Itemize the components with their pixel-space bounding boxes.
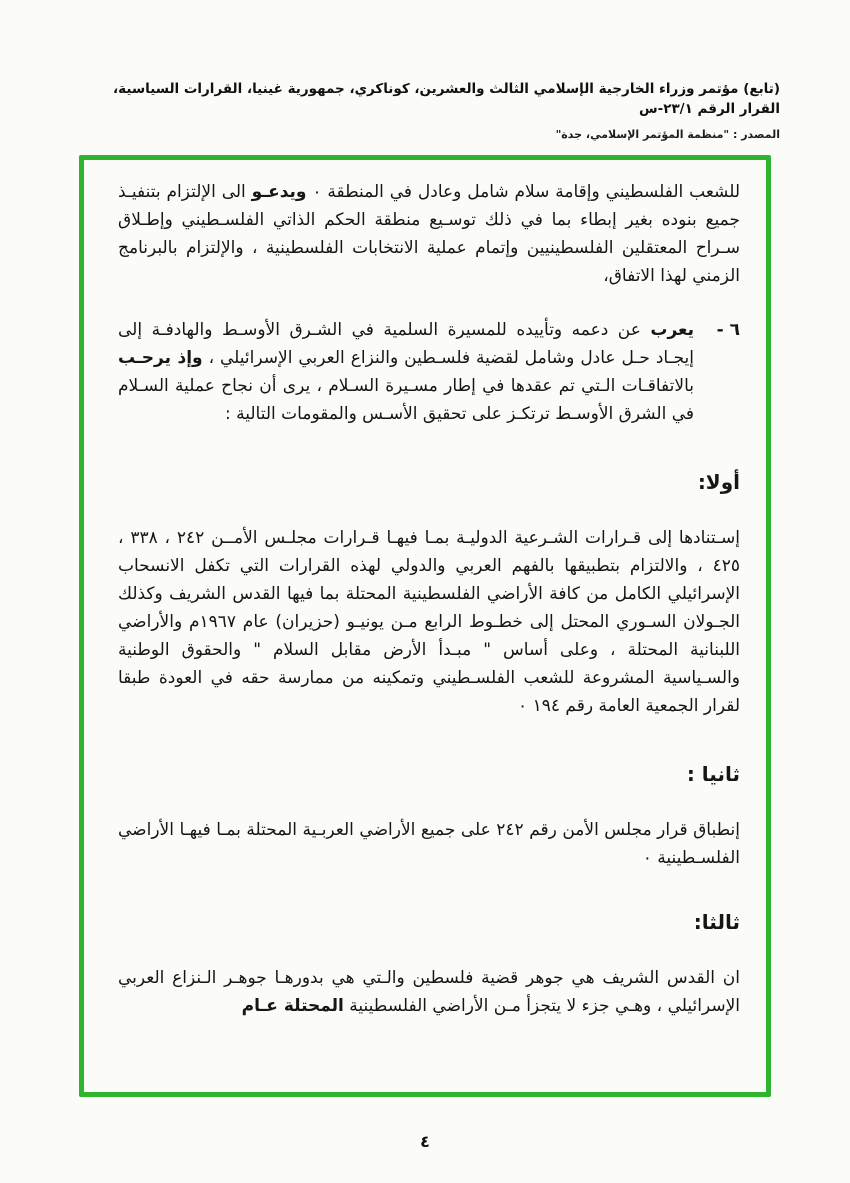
paragraph-second: إنطباق قرار مجلس الأمن رقم ٢٤٢ على جميع الأراضي العربـية المحتلة بمـا فيهـا الأراضي الفلسـطينية ٠ (118, 820, 740, 868)
intro-text-c: الى الإلتزام بتنفيـذ جميع بنوده بغير إبطاء بما في ذلك توسـيع منطقة الحكم الذاتي الفلسـطيني وإطـلاق سـراح المعتقلين الفلسطينيين وإتمام عملية الانتخابات الفلسطينية ، والإلتزام بالبرنامج الزمني لهذا الاتفاق، (118, 182, 740, 286)
item-6-bold-c: وإذ يرحـب (118, 348, 203, 368)
header-source-line: المصدر : "منظمة المؤتمر الإسلامي، جدة" (555, 128, 780, 142)
item-6-text-b: عن دعمه وتأييده للمسيرة السلمية في الشـرق الأوسـط والهادفـة إلى إيجـاد حـل عادل وشامل لقضية فلسـطين والنزاع العربي الإسرائيلي ، (118, 320, 694, 368)
heading-third: ثالثا: (693, 910, 740, 934)
paragraph-third-bold: المحتلة عـام (241, 996, 344, 1016)
intro-bold-word: ويدعـو (251, 182, 307, 202)
content-border-box (79, 155, 771, 1097)
paragraph-intro (118, 178, 740, 290)
paragraph-first: إسـتنادها إلى قـرارات الشـرعية الدوليـة بمـا فيهـا قـرارات مجلـس الأمــن ٢٤٢ ، ٣٣٨ ، ٤٢٥ ، والالتزام بتطبيقها بالفهم العربي والدولي لهذه القرارات التي تكفل الانسحاب الإسرائيلي الكامل من كافة الأراضي الفلسطينية المحتلة بما فيها القدس الشريف وكذلك الجـولان السـوري المحتل إلى خطـوط الرابع مـن يونيـو (حزيران) عام ١٩٦٧م والأراضي اللبنانية المحتلة ، وعلى أساس " مبـدأ الأرض مقابل السلام " والحقوق الوطنية والسـياسية المشروعة للشعب الفلسـطيني وتمكينه من ممارسة حقه في العودة طبقا لقرار الجمعية العامة رقم ١٩٤ ٠ (118, 528, 740, 716)
heading-first: أولا: (697, 470, 740, 494)
paragraph-third-text: ان القدس الشريف هي جوهر قضية فلسطين والـتي هي بدورهـا جوهـر الـنزاع العربي الإسرائيلي ، وهـي جزء لا يتجزأ مـن الأراضي الفلسطينية (118, 968, 740, 1016)
intro-text-a: للشعب الفلسطيني وإقامة سلام شامل وعادل في المنطقة ٠ (306, 182, 740, 202)
document-footer (0, 1132, 850, 1151)
header-title-line: (تابع) مؤتمر وزراء الخارجية الإسلامي الثالث والعشرين، كوناكري، جمهورية غينيا، القرارات السياسية، القرار الرقم ٢٣/١-س (113, 81, 780, 117)
item-6-marker: ٦ - (716, 320, 740, 340)
document-body (84, 160, 766, 1020)
page-number: ٤ (420, 1132, 430, 1151)
document-header (70, 80, 780, 141)
item-6-text-d: بالاتفاقـات الـتي تم عقدها في إطار مسـيرة السـلام ، يرى أن نجاح عملية السـلام في الشرق الأوسـط ترتكـز على تحقيق الأسـس والمقومات التالية : (118, 376, 694, 424)
paragraph-third (118, 964, 740, 1020)
item-6-text (118, 316, 694, 428)
heading-second: ثانيا : (686, 762, 740, 786)
list-item-6 (118, 316, 740, 428)
item-6-bold-a: يعرب (650, 320, 694, 340)
